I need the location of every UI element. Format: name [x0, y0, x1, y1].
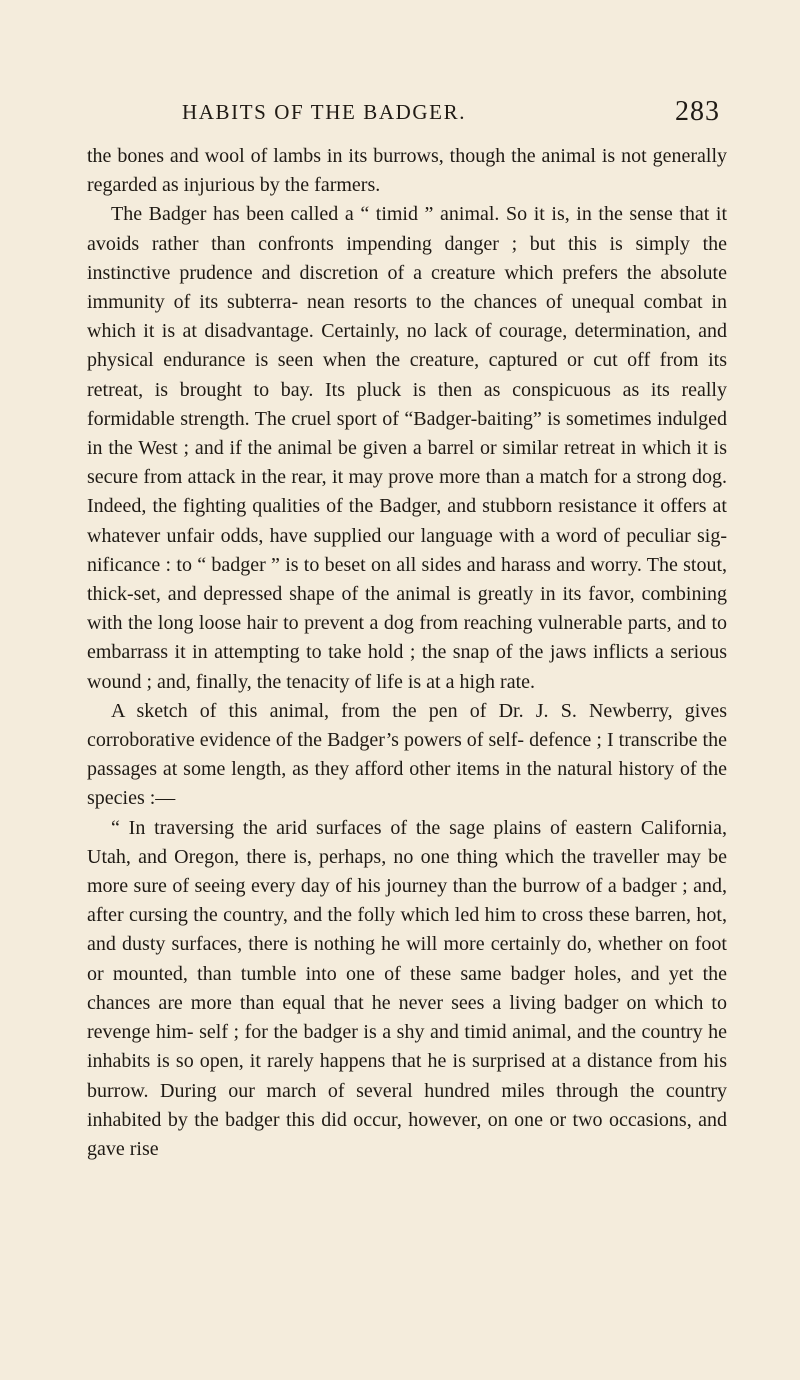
paragraph-newberry-sketch: A sketch of this animal, from the pen of Dr. J. S. Newberry, gives corroborative evidence of the Badger’s powers of self- defence ; I transcribe the passages at some length, as they afford other items in the natural history of the species :—	[87, 699, 727, 810]
page-header	[100, 96, 720, 136]
paragraph-timid-animal: The Badger has been called a “ timid ” animal. So it is, in the sense that it avoids rather than confronts impending danger ; but this is simply the instinctive prudence and discretion of a creature which prefers the absolute immunity of its subterra- nean resorts to the chances of unequal combat in which it is at disadvantage. Certainly, no lack of courage, determination, and physical endurance is seen when the creature, captured or cut off from its retreat, is brought to bay. Its pluck is then as conspicuous as its really formidable strength. The cruel sport of “Badger-baiting” is sometimes indulged in the West ; and if the animal be given a barrel or similar retreat in which it is secure from attack in the rear, it may prove more than a match for a strong dog. Indeed, the fighting qualities of the Badger, and stubborn resistance it offers at whatever unfair odds, have supplied our language with a word of peculiar sig- nificance : to “ badger ” is to beset on all sides and harass and worry. The stout, thick-set, and depressed shape of the animal is greatly in its favor, combining with the long loose hair to prevent a dog from reaching vulnerable parts, and to embarrass it in attempting to take hold ; the snap of the jaws inflicts a serious wound ; and, finally, the tenacity of life is at a high rate.	[87, 203, 727, 693]
paragraph-continuation: the bones and wool of lambs in its burrows, though the animal is not generally regarded as injurious by the farmers.	[87, 145, 727, 197]
page-number: 283	[675, 96, 720, 127]
running-head: HABITS OF THE BADGER.	[182, 100, 467, 124]
body-text	[87, 142, 727, 1164]
paragraph-quotation: “ In traversing the arid surfaces of the sage plains of eastern California, Utah, and Oregon, there is, perhaps, no one thing which the traveller may be more sure of seeing every day of his journey than the burrow of a badger ; and, after cursing the country, and the folly which led him to cross these barren, hot, and dusty surfaces, there is nothing he will more certainly do, whether on foot or mounted, than tumble into one of these same badger holes, and yet the chances are more than equal that he never sees a living badger on which to revenge him- self ; for the badger is a shy and timid animal, and the country he inhabits is so open, it rarely happens that he is surprised at a distance from his burrow. During our march of several hundred miles through the country inhabited by the badger this did occur, however, on one or two occasions, and gave rise	[87, 816, 727, 1160]
